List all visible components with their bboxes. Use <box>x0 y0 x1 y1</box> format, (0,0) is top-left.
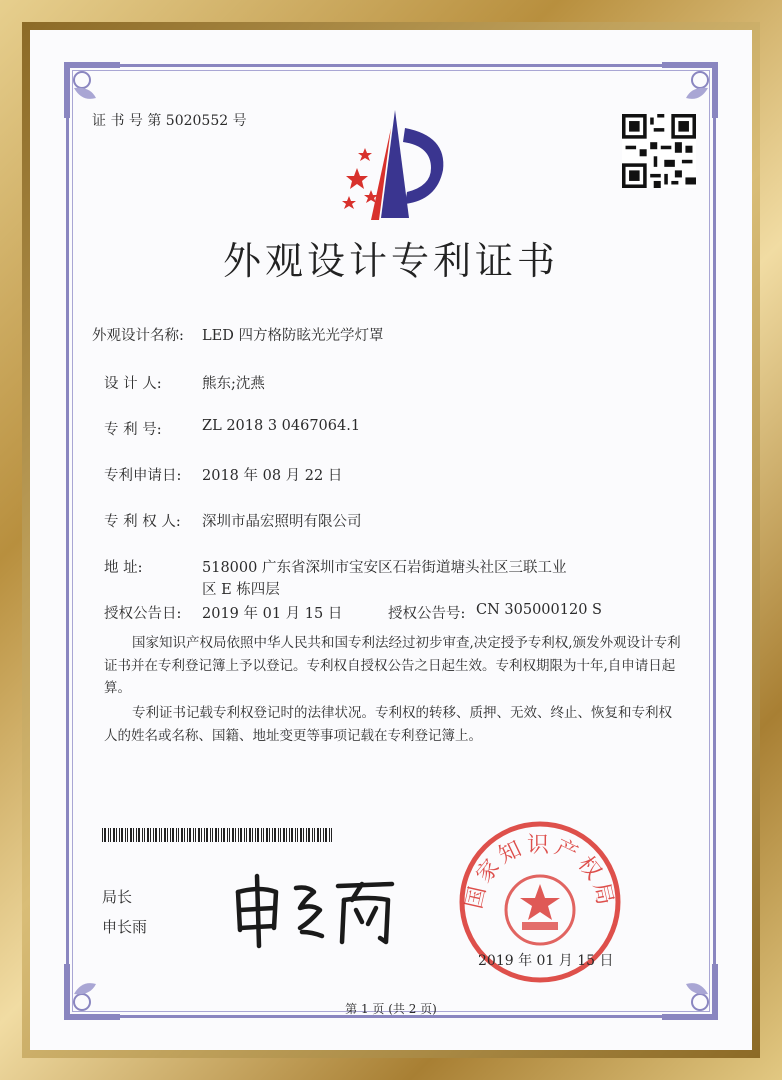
designer-label: 设 计 人: <box>104 376 162 392</box>
director-title: 局长 <box>102 888 133 906</box>
certificate-paper <box>30 30 752 1050</box>
patent-number-value: ZL 2018 3 0467064.1 <box>202 418 361 434</box>
cnipa-logo-icon <box>335 108 450 226</box>
certificate-title: 外观设计专利证书 <box>222 239 559 283</box>
design-name-label: 外观设计名称: <box>92 328 184 344</box>
patentee-value: 深圳市晶宏照明有限公司 <box>202 514 362 530</box>
designer-value: 熊东;沈燕 <box>202 376 265 392</box>
body-paragraph-2: 专利证书记载专利权登记时的法律状况。专利权的转移、质押、无效、终止、恢复和专利权人的姓名或名称、国籍、地址变更等事项记载在专利登记簿上。 <box>104 705 672 744</box>
design-name-value: LED 四方格防眩光光学灯罩 <box>202 328 384 344</box>
grant-number-value: CN 305000120 S <box>476 602 602 618</box>
grant-number-label: 授权公告号: <box>388 606 466 622</box>
address-value-line1: 518000 广东省深圳市宝安区石岩街道塘头社区三联工业 <box>202 560 567 576</box>
patentee-label: 专 利 权 人: <box>104 514 181 530</box>
page-footer: 第 1 页 (共 2 页) <box>345 1002 437 1016</box>
address-label: 地 址: <box>104 560 143 576</box>
grant-date-value: 2019 年 01 月 15 日 <box>202 606 343 622</box>
corner-ornament-icon <box>658 58 722 122</box>
grant-date-label: 授权公告日: <box>104 606 182 622</box>
filing-date-label: 专利申请日: <box>104 468 182 484</box>
address-value-line2: 区 E 栋四层 <box>202 582 280 598</box>
handwritten-signature-icon <box>230 870 400 950</box>
filing-date-value: 2018 年 08 月 22 日 <box>202 468 343 484</box>
seal-text: 国家知识产权局 <box>462 833 618 912</box>
seal-date: 2019 年 01 月 15 日 <box>478 953 614 969</box>
patent-number-label: 专 利 号: <box>104 422 162 438</box>
body-paragraph-1: 国家知识产权局依照中华人民共和国专利法经过初步审查,决定授予专利权,颁发外观设计专利证书并在专利登记簿上予以登记。专利权自授权公告之日起生效。专利权期限为十年,自申请日起算。 <box>104 635 681 696</box>
qr-code-icon <box>622 114 696 188</box>
director-name: 申长雨 <box>102 918 148 936</box>
certificate-number: 证 书 号 第 5020552 号 <box>92 113 247 129</box>
barcode-icon <box>102 828 334 842</box>
